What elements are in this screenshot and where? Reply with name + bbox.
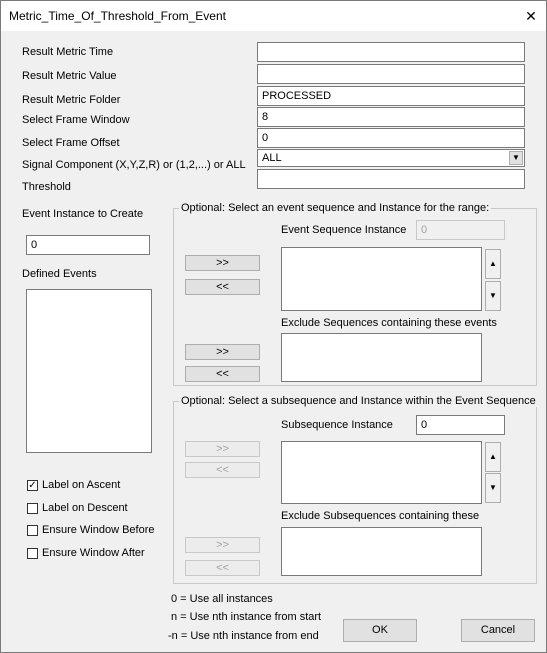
select-frame-window-input[interactable]: 8 <box>257 107 525 127</box>
exclude-sequences-list[interactable] <box>281 333 482 382</box>
signal-component-label: Signal Component (X,Y,Z,R) or (1,2,...) or ALL <box>22 159 246 171</box>
move-down-icon[interactable]: ▼ <box>485 473 501 503</box>
note-nth-from-start: n = Use nth instance from start <box>171 611 322 623</box>
event-instance-input[interactable]: 0 <box>26 235 150 255</box>
note-nth-from-end: -n = Use nth instance from end <box>168 630 319 642</box>
subsequence-instance-label: Subsequence Instance <box>281 419 393 431</box>
ok-button[interactable]: OK <box>343 619 417 642</box>
move-up-icon[interactable]: ▲ <box>485 442 501 472</box>
remove-exclude-subsequence-button[interactable]: << <box>185 560 260 576</box>
add-exclude-subsequence-button[interactable]: >> <box>185 537 260 553</box>
signal-component-value: ALL <box>262 152 282 164</box>
cancel-button[interactable]: Cancel <box>461 619 535 642</box>
event-sequence-instance-input[interactable]: 0 <box>416 220 505 240</box>
remove-event-sequence-button[interactable]: << <box>185 279 260 295</box>
signal-component-select[interactable] <box>257 149 525 167</box>
select-frame-offset-input[interactable]: 0 <box>257 128 525 148</box>
threshold-label: Threshold <box>22 181 71 193</box>
event-sequence-list[interactable] <box>281 247 482 311</box>
ensure-window-after-label: Ensure Window After <box>42 547 145 559</box>
result-metric-folder-input[interactable]: PROCESSED <box>257 86 525 106</box>
select-frame-window-label: Select Frame Window <box>22 114 130 126</box>
exclude-sequences-label: Exclude Sequences containing these events <box>281 317 497 329</box>
result-metric-time-label: Result Metric Time <box>22 46 114 58</box>
ensure-window-before-label: Ensure Window Before <box>42 524 155 536</box>
add-exclude-sequence-button[interactable]: >> <box>185 344 260 360</box>
select-frame-offset-label: Select Frame Offset <box>22 137 120 149</box>
exclude-subsequences-list[interactable] <box>281 527 482 576</box>
note-all-instances: 0 = Use all instances <box>171 593 273 605</box>
add-subsequence-button[interactable]: >> <box>185 441 260 457</box>
result-metric-value-label: Result Metric Value <box>22 70 117 82</box>
defined-events-list[interactable] <box>26 289 152 453</box>
label-on-ascent-checkbox[interactable] <box>27 480 38 491</box>
check-icon: ✓ <box>28 480 37 491</box>
remove-exclude-sequence-button[interactable]: << <box>185 366 260 382</box>
result-metric-time-input[interactable] <box>257 42 525 62</box>
chevron-down-icon[interactable]: ▼ <box>509 151 523 165</box>
label-on-descent-checkbox[interactable] <box>27 503 38 514</box>
window-title: Metric_Time_Of_Threshold_From_Event <box>9 9 226 23</box>
threshold-input[interactable] <box>257 169 525 189</box>
event-sequence-instance-label: Event Sequence Instance <box>281 224 407 236</box>
label-on-ascent-label: Label on Ascent <box>42 479 121 491</box>
move-down-icon[interactable]: ▼ <box>485 281 501 311</box>
result-metric-value-input[interactable] <box>257 64 525 84</box>
ensure-window-after-checkbox[interactable] <box>27 548 38 559</box>
ensure-window-before-checkbox[interactable] <box>27 525 38 536</box>
exclude-subsequences-label: Exclude Subsequences containing these <box>281 510 480 522</box>
event-sequence-group-title: Optional: Select an event sequence and Instance for the range: <box>181 202 490 214</box>
subsequence-list[interactable] <box>281 441 482 504</box>
result-metric-folder-label: Result Metric Folder <box>22 94 121 106</box>
title-bar <box>1 1 546 31</box>
label-on-descent-label: Label on Descent <box>42 502 128 514</box>
close-icon[interactable]: ✕ <box>525 8 537 24</box>
defined-events-label: Defined Events <box>22 268 97 280</box>
subsequence-instance-input[interactable]: 0 <box>416 415 505 435</box>
event-instance-label: Event Instance to Create <box>22 208 144 220</box>
remove-subsequence-button[interactable]: << <box>185 462 260 478</box>
subsequence-group-title: Optional: Select a subsequence and Instance within the Event Sequence <box>181 395 536 407</box>
move-up-icon[interactable]: ▲ <box>485 249 501 279</box>
add-event-sequence-button[interactable]: >> <box>185 255 260 271</box>
